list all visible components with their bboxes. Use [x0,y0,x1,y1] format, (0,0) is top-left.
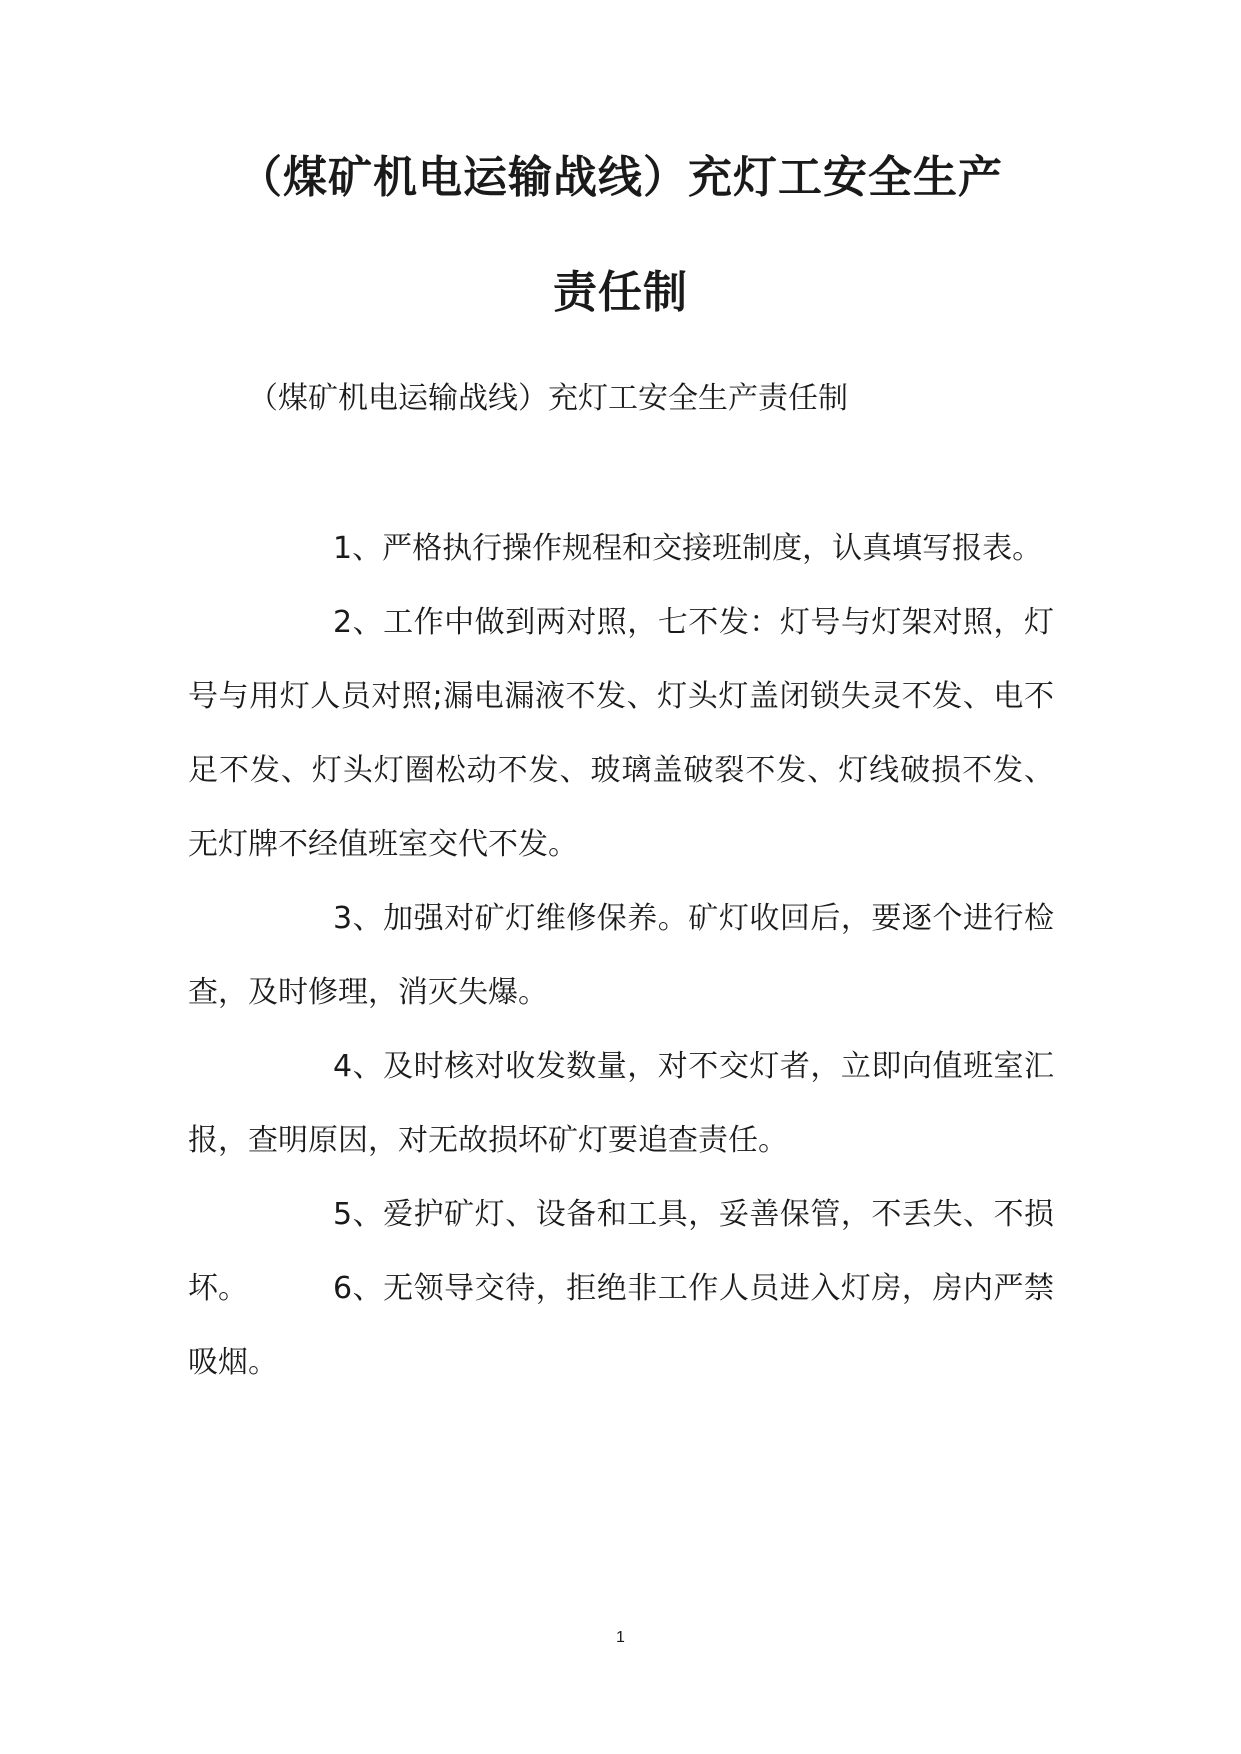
document-title-line-1: （煤矿机电运输战线）充灯工安全生产 [238,152,1003,203]
paragraph-item-2: 2、工作中做到两对照，七不发：灯号与灯架对照，灯号与用灯人员对照;漏电漏液不发、灯头灯盖闭锁失灵不发、电不足不发、灯头灯圈松动不发、玻璃盖破裂不发、灯线破损不发、无灯牌不经值班室交代不发。 [188,605,1054,862]
page-number: 1 [616,1629,625,1646]
paragraph-item-3: 3、加强对矿灯维修保养。矿灯收回后，要逐个进行检查，及时修理，消灭失爆。 [188,901,1054,1010]
document-subtitle: （煤矿机电运输战线）充灯工安全生产责任制 [248,381,848,416]
paragraph-item-5: 5、爱护矿灯、设备和工具，妥善保管，不丢失、不损坏。 [188,1197,1054,1306]
paragraph-item-6: 6、无领导交待，拒绝非工作人员进入灯房，房内严禁吸烟。 [188,1271,1054,1380]
paragraph-item-1: 1、严格执行操作规程和交接班制度，认真填写报表。 [333,531,1043,566]
paragraph-item-4: 4、及时核对收发数量，对不交灯者，立即向值班室汇报，查明原因，对无故损坏矿灯要追查责任。 [188,1049,1054,1158]
document-title-line-2: 责任制 [553,267,688,318]
